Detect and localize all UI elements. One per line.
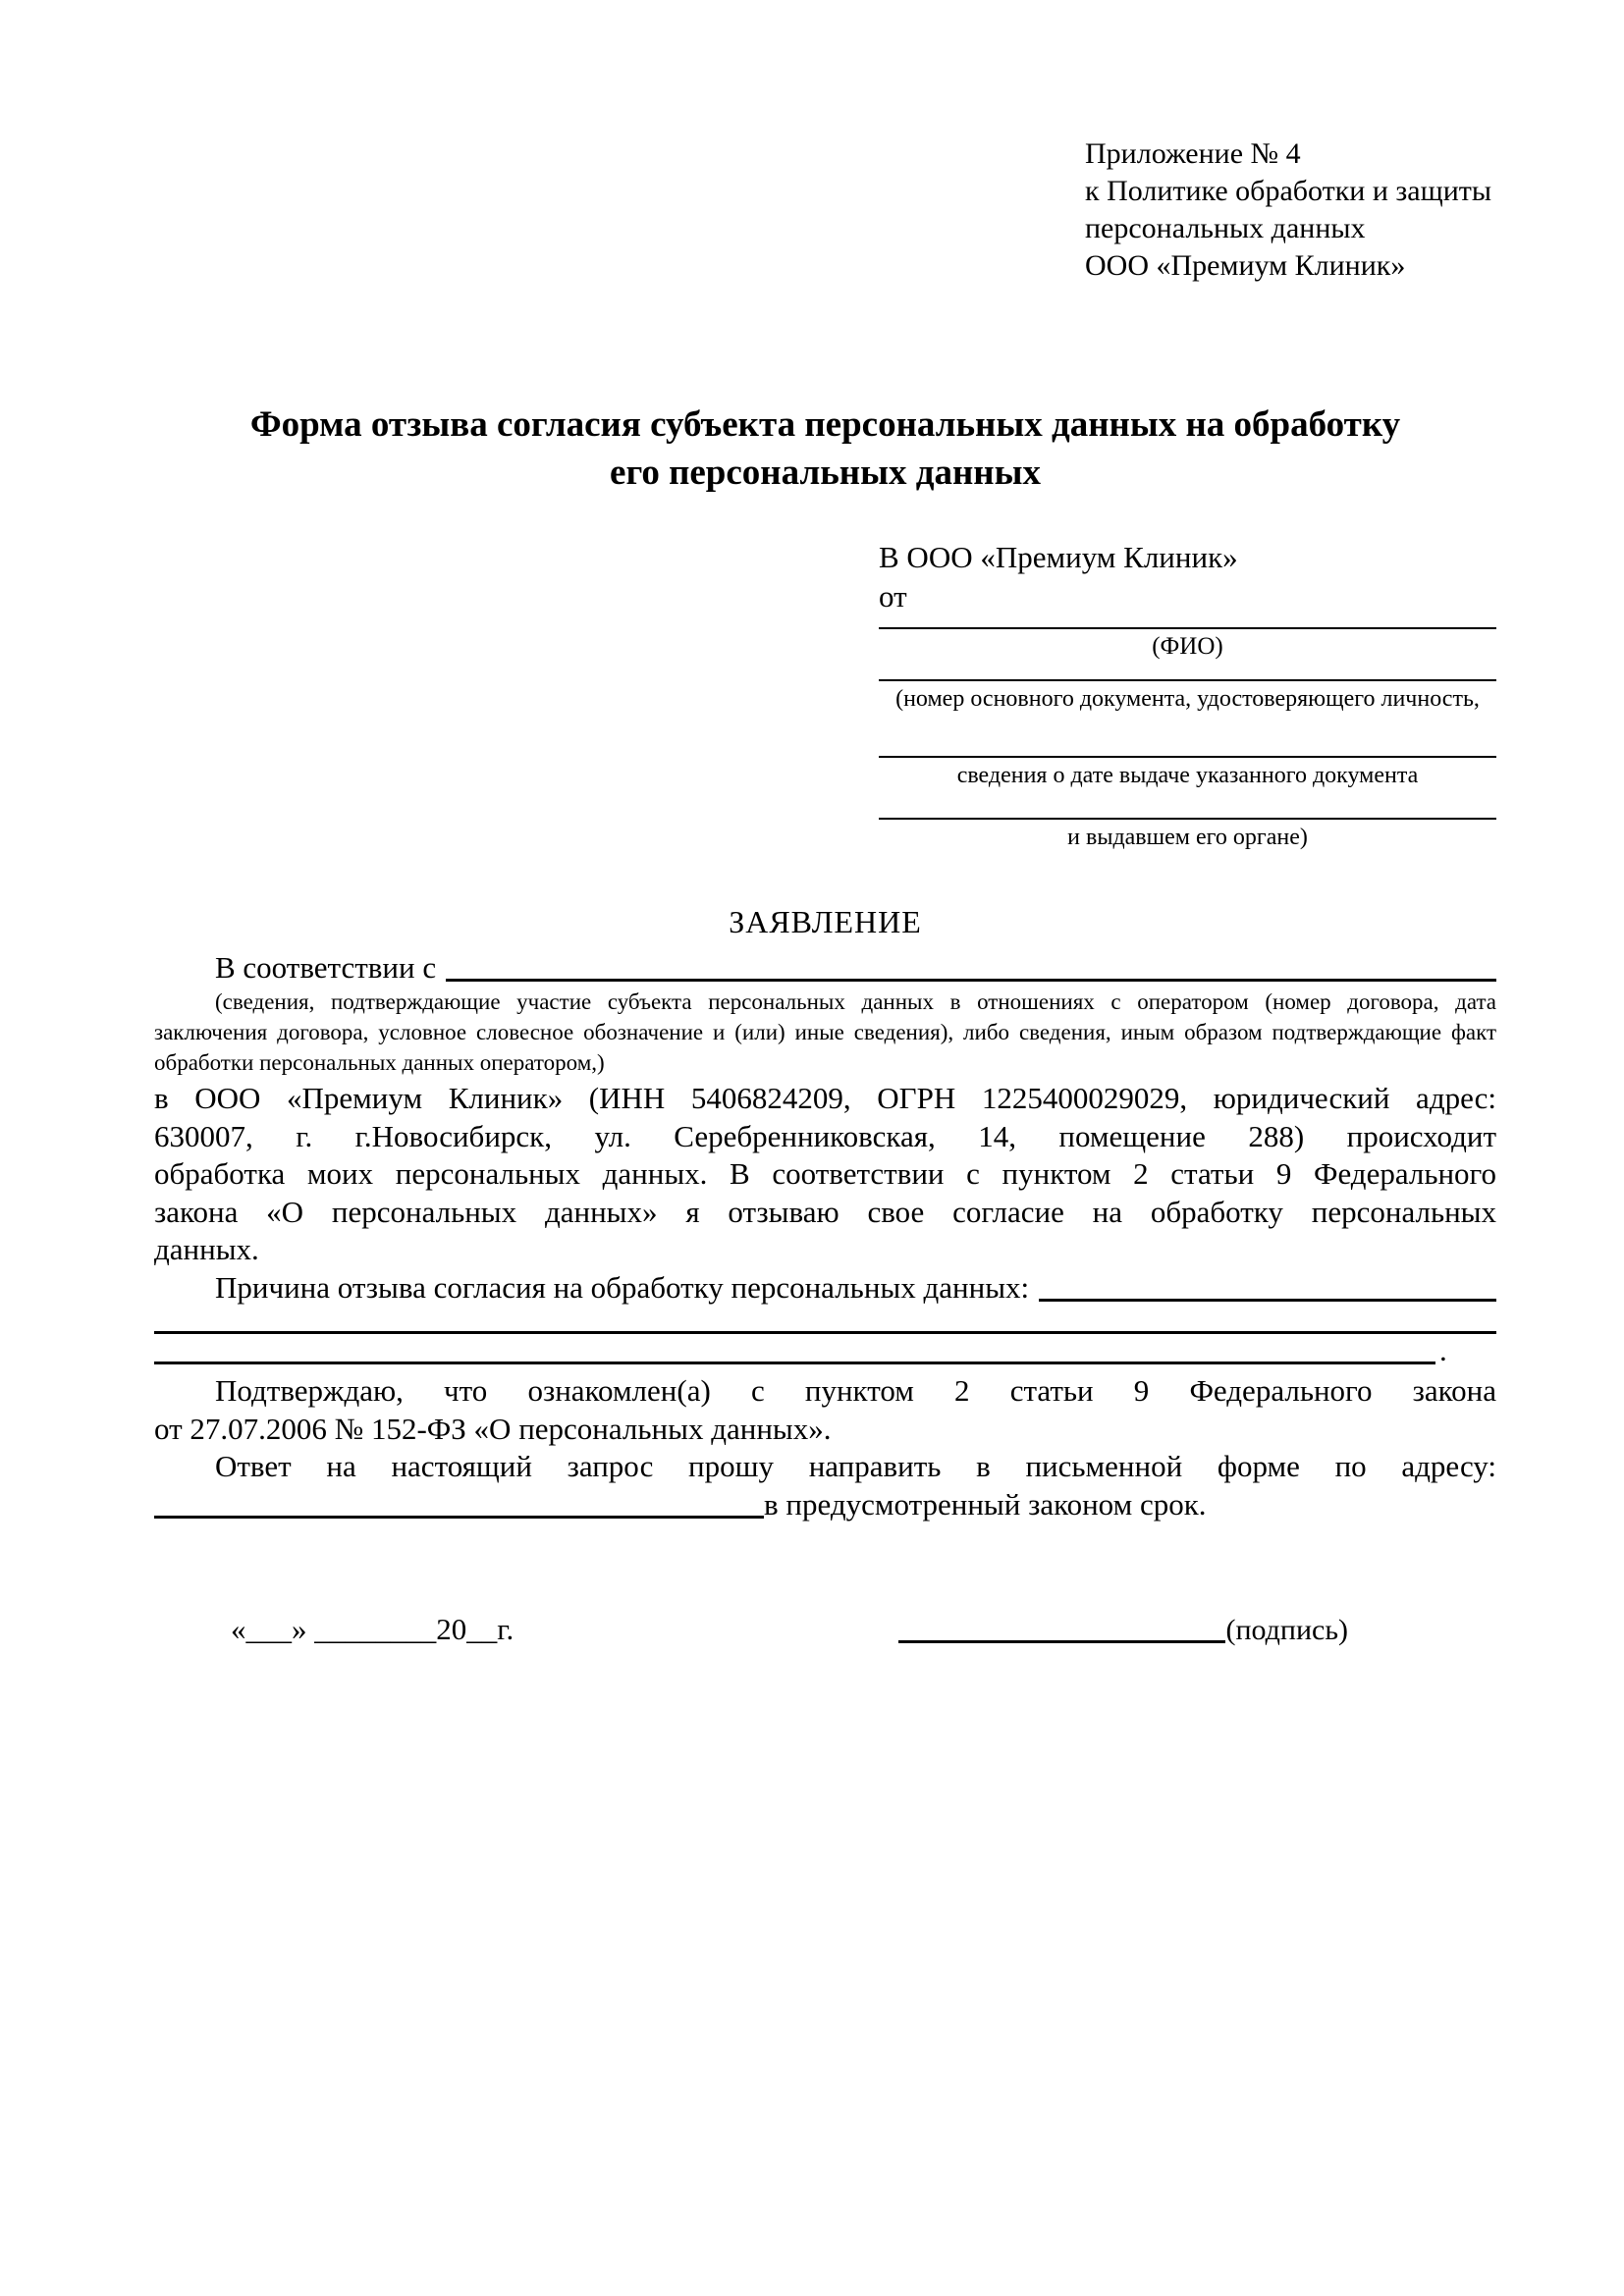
body-line: 630007, г. г.Новосибирск, ул. Серебренниковская, 14, помещение 288) происходит xyxy=(154,1118,1496,1153)
issuing-authority-blank-line xyxy=(879,790,1496,820)
recipient-from-label: от xyxy=(879,579,907,614)
appendix-line: ООО «Премиум Клиник» xyxy=(1085,249,1406,282)
blank-write-line-2-rule xyxy=(154,1334,1435,1364)
intro-line xyxy=(154,948,1496,987)
reply-paragraph xyxy=(154,1448,1496,1523)
statement-heading: ЗАЯВЛЕНИЕ xyxy=(729,904,922,939)
body-line: закона «О персональных данных» я отзываю свое согласие на обработку персональных xyxy=(154,1194,1496,1229)
address-blank-line xyxy=(154,1516,764,1519)
issuing-authority-field xyxy=(879,790,1496,852)
recipient-to: В ООО «Премиум Клиник» xyxy=(879,540,1238,574)
title-line-2: его персональных данных xyxy=(610,453,1041,493)
blank-line-period: . xyxy=(1439,1333,1447,1367)
title-line-1: Форма отзыва согласия субъекта персональных данных на обработку xyxy=(249,404,1401,445)
body-line: обработка моих персональных данных. В соответствии с пунктом 2 статьи 9 Федерального xyxy=(154,1156,1496,1191)
reason-line xyxy=(154,1269,1496,1308)
document-number-blank-line xyxy=(879,662,1496,681)
fine-print-note xyxy=(154,987,1496,1078)
fio-blank-line xyxy=(879,616,1496,629)
intro-blank-line xyxy=(446,979,1496,982)
signature-blank-line xyxy=(898,1640,1225,1643)
appendix-line: к Политике обработки и защиты xyxy=(1085,175,1492,207)
document-title xyxy=(154,400,1496,497)
issuing-authority-caption: и выдавшем его органе) xyxy=(1067,825,1308,850)
blank-write-line-2 xyxy=(154,1333,1496,1367)
issue-date-caption: сведения о дате выдаче указанного документа xyxy=(956,763,1419,788)
recipient-block xyxy=(879,538,1496,852)
confirmation-paragraph xyxy=(154,1372,1496,1448)
blank-write-line-1 xyxy=(154,1307,1496,1334)
appendix-header xyxy=(1085,0,1496,285)
confirmation-line: Подтверждаю, что ознакомлен(а) с пунктом 2 статьи 9 Федерального закона xyxy=(215,1373,1496,1408)
document-number-caption: (номер основного документа, удостоверяющего личность, xyxy=(895,686,1480,712)
date-blank: «___» ________20__г. xyxy=(231,1612,514,1646)
issue-date-blank-line xyxy=(879,714,1496,758)
statement-body xyxy=(154,1080,1496,1269)
date-signature-row xyxy=(154,1610,1496,1649)
fio-caption: (ФИО) xyxy=(1152,633,1223,660)
signature-caption: (подпись) xyxy=(1225,1614,1348,1646)
reply-address-line xyxy=(154,1486,1496,1524)
fine-print-line: обработки персональных данных оператором,) xyxy=(154,1050,605,1075)
intro-label: В соответствии с xyxy=(215,950,437,985)
body-line: данных. xyxy=(154,1232,259,1266)
document-number-field xyxy=(879,662,1496,714)
reply-request-line: Ответ на настоящий запрос прошу направить в письменной форме по адресу: xyxy=(215,1449,1496,1483)
fio-field xyxy=(879,616,1496,662)
reason-blank-line xyxy=(1039,1299,1496,1302)
confirmation-line: от 27.07.2006 № 152-ФЗ «О персональных данных». xyxy=(154,1411,832,1446)
appendix-line: Приложение № 4 xyxy=(1085,137,1301,170)
reply-suffix: в предусмотренный законом срок. xyxy=(764,1486,1207,1522)
appendix-line: персональных данных xyxy=(1085,212,1366,244)
fine-print-line: (сведения, подтверждающие участие субъекта персональных данных в отношениях с оператором (номер договора, дата xyxy=(215,989,1496,1014)
issue-date-field xyxy=(879,714,1496,790)
body-line: в ООО «Премиум Клиник» (ИНН 5406824209, ОГРН 1225400029029, юридический адрес: xyxy=(154,1081,1496,1115)
reason-label: Причина отзыва согласия на обработку персональных данных: xyxy=(215,1269,1030,1305)
signature-group xyxy=(898,1612,1348,1649)
fine-print-line: заключения договора, условное словесное обозначение и (или) иные сведения), либо сведения, иным образом подтверждающие факт xyxy=(154,1020,1496,1044)
